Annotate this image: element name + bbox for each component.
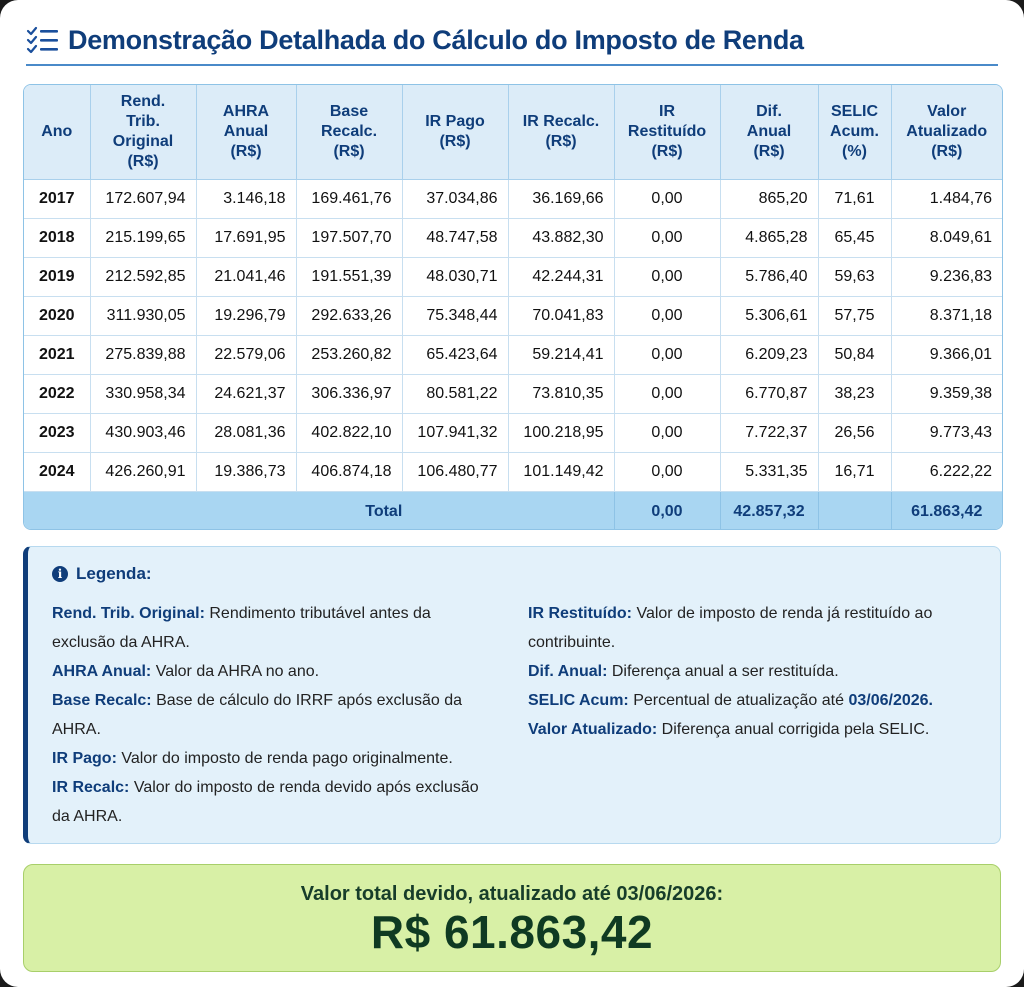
legend-description: Diferença anual a ser restituída.: [611, 663, 839, 680]
table-row: [24, 297, 1002, 336]
cell-ir-restituido: 0,00: [614, 258, 720, 297]
total-label: Total: [24, 492, 614, 531]
cell-rend-trib: 330.958,34: [90, 375, 196, 414]
cell-ahra: 19.296,79: [196, 297, 296, 336]
cell-ir-restituido: 0,00: [614, 219, 720, 258]
cell-valor-atualizado: 9.366,01: [891, 336, 1002, 375]
cell-valor-atualizado: 8.371,18: [891, 297, 1002, 336]
cell-ir-restituido: 0,00: [614, 414, 720, 453]
cell-valor-atualizado: 8.049,61: [891, 219, 1002, 258]
table-row: [24, 219, 1002, 258]
cell-ano: 2022: [24, 375, 90, 414]
legend-description: Diferença anual corrigida pela SELIC.: [661, 721, 930, 738]
cell-rend-trib: 430.903,46: [90, 414, 196, 453]
cell-rend-trib: 215.199,65: [90, 219, 196, 258]
cell-dif-anual: 5.306,61: [720, 297, 818, 336]
legend-item: [528, 599, 968, 657]
col-header-rend-trib: Rend. Trib. Original (R$): [90, 85, 196, 180]
cell-rend-trib: 275.839,88: [90, 336, 196, 375]
legend-description: Base de cálculo do IRRF após exclusão da AHRA.: [52, 692, 463, 738]
legend-date: 03/06/2026.: [848, 692, 933, 709]
legend-item: [52, 686, 492, 744]
legend-description: Valor de imposto de renda já restituído ao contribuinte.: [528, 605, 933, 651]
summary-value: R$ 61.863,42: [370, 906, 654, 958]
legend-term: Dif. Anual:: [528, 663, 608, 680]
legend-item: [52, 657, 492, 686]
cell-dif-anual: 865,20: [720, 180, 818, 219]
cell-ir-recalc: 59.214,41: [508, 336, 614, 375]
cell-ahra: 24.621,37: [196, 375, 296, 414]
cell-ano: 2024: [24, 453, 90, 492]
cell-rend-trib: 426.260,91: [90, 453, 196, 492]
legend-column-right: [528, 599, 968, 744]
cell-dif-anual: 5.786,40: [720, 258, 818, 297]
cell-dif-anual: 7.722,37: [720, 414, 818, 453]
cell-ir-recalc: 70.041,83: [508, 297, 614, 336]
col-header-valor-atualizado: Valor Atualizado (R$): [891, 85, 1002, 180]
cell-rend-trib: 172.607,94: [90, 180, 196, 219]
cell-ir-pago: 80.581,22: [402, 375, 508, 414]
total-valor-atualizado: 61.863,42: [891, 492, 1002, 531]
table-row: [24, 180, 1002, 219]
cell-ahra: 28.081,36: [196, 414, 296, 453]
col-header-selic: SELIC Acum. (%): [818, 85, 891, 180]
legend-term: IR Pago:: [52, 750, 117, 767]
legend-description: Rendimento tributável antes da exclusão da AHRA.: [52, 605, 431, 651]
legend-term: SELIC Acum:: [528, 692, 629, 709]
legend-description: Valor do imposto de renda devido após exclusão da AHRA.: [52, 779, 479, 825]
cell-ano: 2018: [24, 219, 90, 258]
cell-ano: 2020: [24, 297, 90, 336]
cell-ir-recalc: 73.810,35: [508, 375, 614, 414]
cell-ir-restituido: 0,00: [614, 336, 720, 375]
legend-column-left: [52, 599, 492, 831]
cell-ir-pago: 107.941,32: [402, 414, 508, 453]
cell-ir-restituido: 0,00: [614, 297, 720, 336]
cell-ir-restituido: 0,00: [614, 180, 720, 219]
legend-description: Valor da AHRA no ano.: [155, 663, 320, 680]
cell-ir-pago: 106.480,77: [402, 453, 508, 492]
cell-ir-pago: 48.030,71: [402, 258, 508, 297]
cell-ano: 2021: [24, 336, 90, 375]
legend-term: IR Recalc:: [52, 779, 130, 796]
legend-term: Valor Atualizado:: [528, 721, 658, 738]
cell-valor-atualizado: 6.222,22: [891, 453, 1002, 492]
cell-base-recalc: 306.336,97: [296, 375, 402, 414]
cell-ahra: 3.146,18: [196, 180, 296, 219]
summary-label: Valor total devido, atualizado até 03/06/2026:: [300, 883, 724, 905]
cell-base-recalc: 292.633,26: [296, 297, 402, 336]
cell-selic: 71,61: [818, 180, 891, 219]
legend-term: Rend. Trib. Original:: [52, 605, 205, 622]
cell-selic: 59,63: [818, 258, 891, 297]
col-header-ano: Ano: [24, 85, 90, 180]
info-icon: i: [52, 566, 68, 582]
total-selic: [818, 492, 891, 531]
cell-ano: 2023: [24, 414, 90, 453]
cell-ir-recalc: 42.244,31: [508, 258, 614, 297]
table-header-row: [24, 85, 1002, 180]
cell-valor-atualizado: 1.484,76: [891, 180, 1002, 219]
legend-term: Base Recalc:: [52, 692, 152, 709]
cell-valor-atualizado: 9.773,43: [891, 414, 1002, 453]
total-row: [24, 492, 1002, 531]
cell-rend-trib: 311.930,05: [90, 297, 196, 336]
cell-selic: 50,84: [818, 336, 891, 375]
total-dif-anual: 42.857,32: [720, 492, 818, 531]
cell-ano: 2017: [24, 180, 90, 219]
table-row: [24, 336, 1002, 375]
cell-selic: 38,23: [818, 375, 891, 414]
legend-item: [528, 686, 968, 715]
cell-rend-trib: 212.592,85: [90, 258, 196, 297]
cell-base-recalc: 169.461,76: [296, 180, 402, 219]
legend-description: Percentual de atualização até: [633, 692, 845, 709]
col-header-ir-recalc: IR Recalc. (R$): [508, 85, 614, 180]
legend-term: AHRA Anual:: [52, 663, 152, 680]
cell-ir-recalc: 43.882,30: [508, 219, 614, 258]
cell-base-recalc: 253.260,82: [296, 336, 402, 375]
col-header-ir-pago: IR Pago (R$): [402, 85, 508, 180]
cell-base-recalc: 191.551,39: [296, 258, 402, 297]
summary-box: [23, 864, 1001, 972]
cell-ir-recalc: 36.169,66: [508, 180, 614, 219]
cell-selic: 65,45: [818, 219, 891, 258]
legend-item: [52, 744, 492, 773]
cell-ir-recalc: 101.149,42: [508, 453, 614, 492]
cell-selic: 16,71: [818, 453, 891, 492]
cell-dif-anual: 6.770,87: [720, 375, 818, 414]
cell-selic: 57,75: [818, 297, 891, 336]
page-title: Demonstração Detalhada do Cálculo do Imposto de Renda: [68, 24, 804, 55]
cell-valor-atualizado: 9.236,83: [891, 258, 1002, 297]
col-header-ahra: AHRA Anual (R$): [196, 85, 296, 180]
cell-ir-restituido: 0,00: [614, 375, 720, 414]
cell-dif-anual: 6.209,23: [720, 336, 818, 375]
legend-box: [23, 546, 1001, 844]
cell-ir-restituido: 0,00: [614, 453, 720, 492]
cell-dif-anual: 4.865,28: [720, 219, 818, 258]
cell-ir-recalc: 100.218,95: [508, 414, 614, 453]
cell-selic: 26,56: [818, 414, 891, 453]
legend-item: [52, 599, 492, 657]
cell-ahra: 19.386,73: [196, 453, 296, 492]
cell-ir-pago: 75.348,44: [402, 297, 508, 336]
cell-valor-atualizado: 9.359,38: [891, 375, 1002, 414]
cell-ahra: 21.041,46: [196, 258, 296, 297]
legend-item: [52, 773, 492, 831]
cell-ir-pago: 48.747,58: [402, 219, 508, 258]
total-ir-restituido: 0,00: [614, 492, 720, 531]
legend-header: [52, 564, 152, 584]
col-header-base-recalc: Base Recalc. (R$): [296, 85, 402, 180]
legend-title: Legenda:: [76, 564, 152, 583]
legend-item: [528, 715, 968, 744]
table-row: [24, 375, 1002, 414]
legend-term: IR Restituído:: [528, 605, 632, 622]
cell-ir-pago: 37.034,86: [402, 180, 508, 219]
cell-dif-anual: 5.331,35: [720, 453, 818, 492]
cell-base-recalc: 406.874,18: [296, 453, 402, 492]
checklist-icon: [26, 26, 62, 54]
legend-item: [528, 657, 968, 686]
cell-ano: 2019: [24, 258, 90, 297]
col-header-dif-anual: Dif. Anual (R$): [720, 85, 818, 180]
cell-ahra: 22.579,06: [196, 336, 296, 375]
legend-description: Valor do imposto de renda pago originalmente.: [121, 750, 453, 767]
col-header-ir-restituido: IR Restituído (R$): [614, 85, 720, 180]
cell-base-recalc: 197.507,70: [296, 219, 402, 258]
calculation-table: [23, 84, 1003, 530]
cell-ahra: 17.691,95: [196, 219, 296, 258]
cell-base-recalc: 402.822,10: [296, 414, 402, 453]
table-row: [24, 453, 1002, 492]
page-header: [26, 16, 998, 66]
table-row: [24, 414, 1002, 453]
cell-ir-pago: 65.423,64: [402, 336, 508, 375]
table-row: [24, 258, 1002, 297]
